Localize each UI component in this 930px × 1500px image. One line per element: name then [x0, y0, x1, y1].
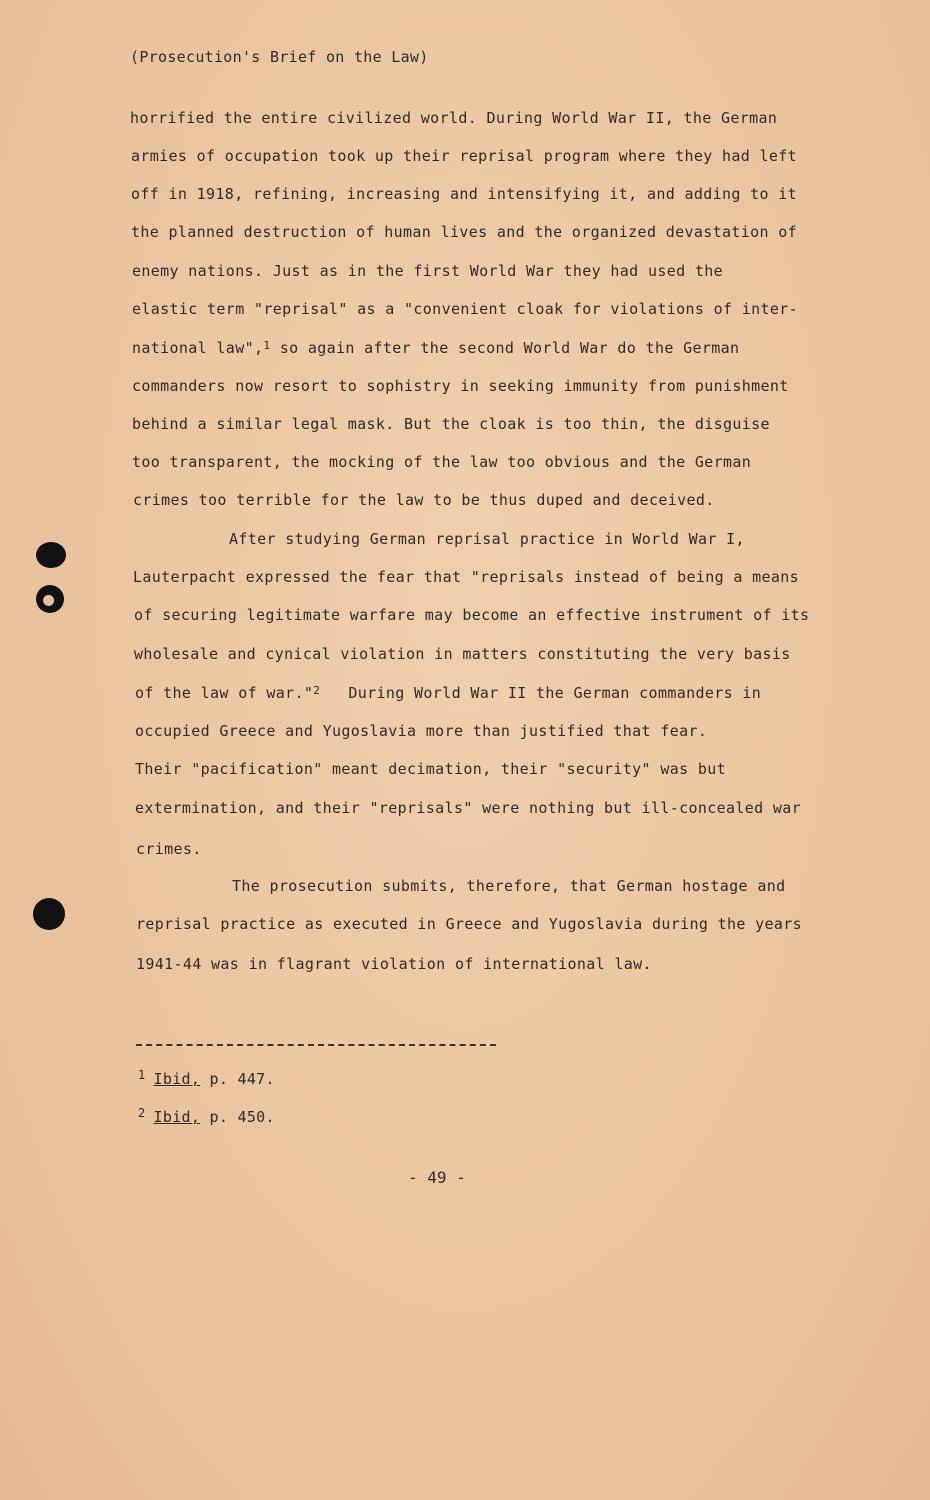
- footnote-ibid: Ibid,: [153, 1108, 201, 1126]
- footnote-page: p. 450.: [209, 1108, 275, 1126]
- text-line: crimes.: [136, 840, 202, 858]
- binder-hole: [36, 585, 64, 613]
- text-line: After studying German reprisal practice in World War I,: [229, 530, 745, 548]
- footnote-ibid: Ibid,: [153, 1070, 201, 1088]
- text-line: Their "pacification" meant decimation, their "security" was but: [135, 760, 726, 778]
- page-header: (Prosecution's Brief on the Law): [130, 48, 429, 66]
- page-number: - 49 -: [408, 1168, 466, 1187]
- text-fragment: of the law of war.": [135, 684, 314, 702]
- footnote-page: p. 447.: [209, 1070, 275, 1088]
- footnote-ref: 1: [263, 339, 271, 352]
- text-line: 1941-44 was in flagrant violation of international law.: [136, 955, 652, 973]
- text-line: enemy nations. Just as in the first World War they had used the: [132, 262, 723, 280]
- text-line: crimes too terrible for the law to be thus duped and deceived.: [133, 491, 715, 509]
- footnote-separator: [136, 1044, 496, 1046]
- text-line: off in 1918, refining, increasing and intensifying it, and adding to it: [131, 185, 798, 203]
- text-line: wholesale and cynical violation in matters constituting the very basis: [134, 645, 791, 663]
- text-line: The prosecution submits, therefore, that German hostage and: [232, 877, 786, 895]
- text-line: reprisal practice as executed in Greece and Yugoslavia during the years: [136, 915, 803, 933]
- footnote-ref: 2: [313, 684, 321, 697]
- text-line: elastic term "reprisal" as a "convenient cloak for violations of inter-: [132, 300, 799, 318]
- text-line: too transparent, the mocking of the law too obvious and the German: [132, 453, 752, 471]
- text-line: [132, 338, 739, 360]
- binder-hole: [36, 542, 66, 568]
- text-line: Lauterpacht expressed the fear that "reprisals instead of being a means: [133, 568, 800, 586]
- footnote: [138, 1108, 275, 1126]
- text-line: armies of occupation took up their reprisal program where they had left: [131, 147, 798, 165]
- text-line: commanders now resort to sophistry in seeking immunity from punishment: [132, 377, 789, 395]
- text-line: of securing legitimate warfare may become an effective instrument of its: [134, 606, 810, 624]
- text-line: horrified the entire civilized world. During World War II, the German: [130, 109, 778, 127]
- footnote-number: 1: [138, 1068, 146, 1082]
- text-fragment: During World War II the German commanders in: [348, 684, 762, 702]
- text-fragment: national law",: [132, 339, 264, 357]
- text-line: [135, 683, 761, 705]
- text-line: the planned destruction of human lives and the organized devastation of: [131, 223, 798, 241]
- footnote: [138, 1070, 275, 1088]
- footnote-number: 2: [138, 1106, 146, 1120]
- text-line: extermination, and their "reprisals" were nothing but ill-concealed war: [135, 799, 802, 817]
- text-line: behind a similar legal mask. But the cloak is too thin, the disguise: [132, 415, 770, 433]
- text-fragment: so again after the second World War do the German: [279, 339, 740, 357]
- text-line: occupied Greece and Yugoslavia more than justified that fear.: [135, 722, 708, 740]
- binder-hole: [33, 898, 65, 930]
